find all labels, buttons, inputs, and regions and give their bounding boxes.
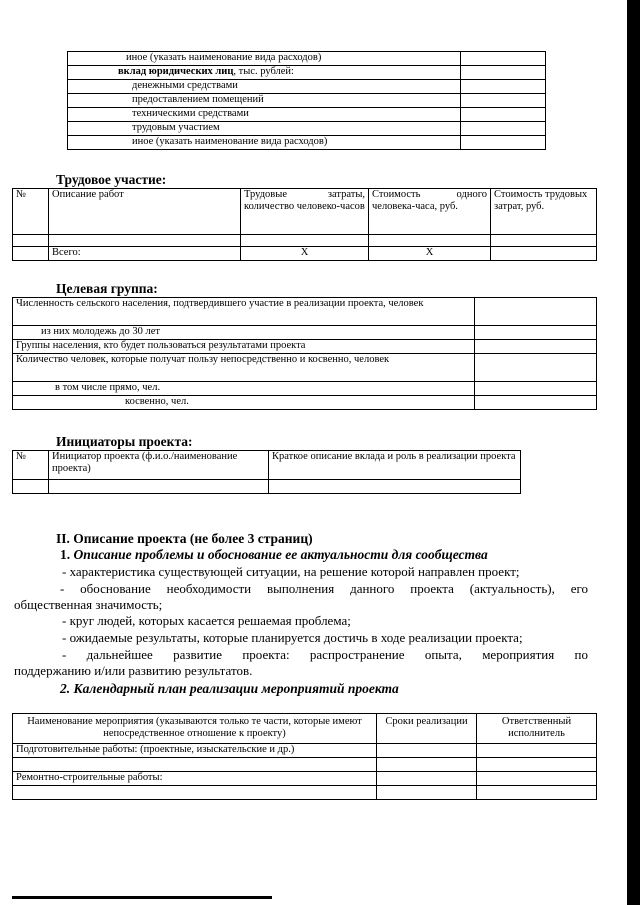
target-row: Численность сельского населения, подтвердившего участие в реализации проекта, человек	[13, 298, 475, 326]
subsection-2-number: 2.	[60, 681, 71, 696]
expenses-table	[67, 51, 546, 150]
value-cell[interactable]	[475, 326, 597, 340]
value-cell[interactable]	[461, 136, 546, 150]
expense-row: иное (указать наименование вида расходов)	[68, 136, 461, 150]
bottom-rule	[12, 896, 272, 899]
labor-cell[interactable]	[369, 235, 491, 247]
subsection-1-number: 1.	[60, 547, 71, 562]
plan-header-timing: Сроки реализации	[377, 714, 477, 744]
plan-row[interactable]	[13, 758, 377, 772]
value-cell[interactable]	[475, 340, 597, 354]
value-cell[interactable]	[461, 108, 546, 122]
target-row: Количество человек, которые получат пользу непосредственно и косвенно, человек	[13, 354, 475, 382]
expense-row: трудовым участием	[68, 122, 461, 136]
initiator-cell[interactable]	[13, 480, 49, 494]
value-cell[interactable]	[475, 354, 597, 382]
bullet-4: - ожидаемые результаты, которые планируется достичь в ходе реализации проекта;	[62, 630, 523, 645]
plan-header-responsible: Ответственный исполнитель	[477, 714, 597, 744]
value-cell[interactable]	[461, 52, 546, 66]
value-cell[interactable]	[461, 122, 546, 136]
plan-cell[interactable]	[377, 744, 477, 758]
labor-header-cost: Стоимость трудовых затрат, руб.	[491, 189, 597, 235]
target-heading: Целевая группа:	[56, 281, 158, 296]
expense-row: иное (указать наименование вида расходов)	[68, 52, 461, 66]
plan-header-activity: Наименование мероприятия (указываются только те части, которые имеют непосредственное отношение к проекту)	[13, 714, 377, 744]
target-row: из них молодежь до 30 лет	[13, 326, 475, 340]
initiators-header-num: №	[13, 451, 49, 480]
value-cell[interactable]	[475, 382, 597, 396]
plan-cell[interactable]	[377, 772, 477, 786]
subsection-1	[60, 547, 488, 563]
target-row: косвенно, чел.	[13, 396, 475, 410]
labor-header-desc: Описание работ	[49, 189, 241, 235]
plan-table	[12, 713, 597, 800]
legal-entities-unit: , тыс. рублей:	[233, 66, 294, 77]
labor-cell[interactable]	[49, 235, 241, 247]
bullet-1: - характеристика существующей ситуации, на решение которой направлен проект;	[62, 564, 520, 579]
plan-row[interactable]	[13, 786, 377, 800]
initiators-header-name: Инициатор проекта (ф.и.о./наименование проекта)	[49, 451, 269, 480]
subsection-2	[60, 681, 399, 697]
plan-cell[interactable]	[377, 758, 477, 772]
plan-cell[interactable]	[377, 786, 477, 800]
initiator-cell[interactable]	[269, 480, 521, 494]
value-cell[interactable]	[475, 298, 597, 326]
labor-header-hours: Трудовые затраты, количество человеко-часов	[241, 189, 369, 235]
labor-cell[interactable]	[241, 235, 369, 247]
labor-table	[12, 188, 597, 261]
expense-row: предоставлением помещений	[68, 94, 461, 108]
labor-cell[interactable]	[13, 235, 49, 247]
target-row: в том числе прямо, чел.	[13, 382, 475, 396]
plan-row: Подготовительные работы: (проектные, изыскательские и др.)	[13, 744, 377, 758]
initiators-header-role: Краткое описание вклада и роль в реализации проекта	[269, 451, 521, 480]
plan-row: Ремонтно-строительные работы:	[13, 772, 377, 786]
value-cell[interactable]	[461, 66, 546, 80]
legal-entities-label: вклад юридических лиц	[118, 66, 234, 77]
target-row: Группы населения, кто будет пользоваться результатами проекта	[13, 340, 475, 354]
labor-cell	[13, 247, 49, 261]
labor-total-cell[interactable]	[491, 247, 597, 261]
bullet-2-cont: общественная значимость;	[14, 597, 163, 612]
scan-edge-bar	[627, 0, 640, 905]
labor-cell[interactable]	[491, 235, 597, 247]
labor-x-mark: Х	[369, 247, 491, 261]
labor-header-num: №	[13, 189, 49, 235]
value-cell[interactable]	[461, 94, 546, 108]
bullet-2: - обоснование необходимости выполнения данного проекта (актуальность), его	[60, 581, 588, 596]
expense-row: денежными средствами	[68, 80, 461, 94]
plan-cell[interactable]	[477, 772, 597, 786]
plan-cell[interactable]	[477, 744, 597, 758]
value-cell[interactable]	[461, 80, 546, 94]
expense-row	[68, 66, 461, 80]
value-cell[interactable]	[475, 396, 597, 410]
plan-cell[interactable]	[477, 758, 597, 772]
labor-x-mark: Х	[241, 247, 369, 261]
initiators-heading: Инициаторы проекта:	[56, 434, 193, 449]
target-table	[12, 297, 597, 410]
bullet-5-cont: поддержанию и/или развитию результатов.	[14, 663, 253, 678]
expense-row: техническими средствами	[68, 108, 461, 122]
subsection-1-title: Описание проблемы и обоснование ее актуальности для сообщества	[73, 547, 488, 562]
plan-cell[interactable]	[477, 786, 597, 800]
labor-heading: Трудовое участие:	[56, 172, 167, 187]
subsection-2-title: Календарный план реализации мероприятий проекта	[73, 681, 399, 696]
labor-total-label: Всего:	[49, 247, 241, 261]
initiator-cell[interactable]	[49, 480, 269, 494]
initiators-table	[12, 450, 521, 494]
bullet-5: - дальнейшее развитие проекта: распространение опыта, мероприятия по	[62, 647, 588, 662]
labor-header-rate: Стоимость одного человека-часа, руб.	[369, 189, 491, 235]
bullet-3: - круг людей, которых касается решаемая проблема;	[62, 613, 351, 628]
section-title: II. Описание проекта (не более 3 страниц)	[56, 531, 313, 546]
